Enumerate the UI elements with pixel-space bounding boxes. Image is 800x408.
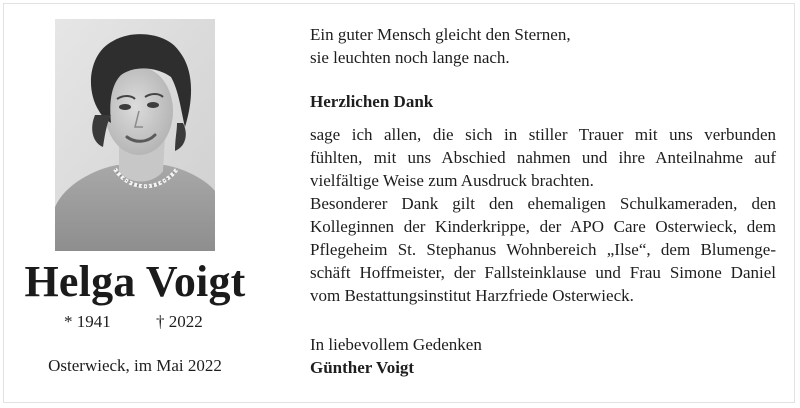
spacer [310,113,776,123]
thanks-line: schäft Hoffmeister, der Fallsteinklause und Frau Simone Daniel [310,263,776,282]
portrait-photo [55,19,215,251]
thanks-line: vielfältige Weise zum Ausdruck brachten. [310,171,594,190]
signer-name: Günther Voigt [310,358,415,377]
thanks-line: Kolleginnen der Kinderkrippe, der APO Care Osterwieck, dem [310,217,776,236]
deceased-name: Helga Voigt [24,257,246,306]
thanks-line: sage ich allen, die sich in stiller Trauer mit uns verbunden [310,125,776,144]
thanks-line: Besonderer Dank gilt den ehemaligen Schulkameraden, den [310,194,776,213]
signoff-line: In liebevollem Gedenken [310,335,482,354]
quote-line: sie leuchten noch lange nach. [310,48,510,67]
memorial-quote [310,23,776,69]
birth-year: * 1941 [64,312,111,331]
signoff-section [310,333,776,379]
thanks-line: fühlten, mit uns Abschied nahmen und ihre Anteilnahme auf [310,148,776,167]
thanks-section [310,90,776,307]
place-and-date: Osterwieck, im Mai 2022 [48,356,222,375]
death-year: † 2022 [156,312,203,331]
thanks-line: Pflegeheim St. Stephanus Wohnbereich „Ilse“, dem Blumenge- [310,240,776,259]
quote-line: Ein guter Mensch gleicht den Sternen, [310,25,571,44]
thanks-heading: Herzlichen Dank [310,92,434,111]
thanks-line: vom Bestattungsinstitut Harzfriede Osterwieck. [310,286,634,305]
